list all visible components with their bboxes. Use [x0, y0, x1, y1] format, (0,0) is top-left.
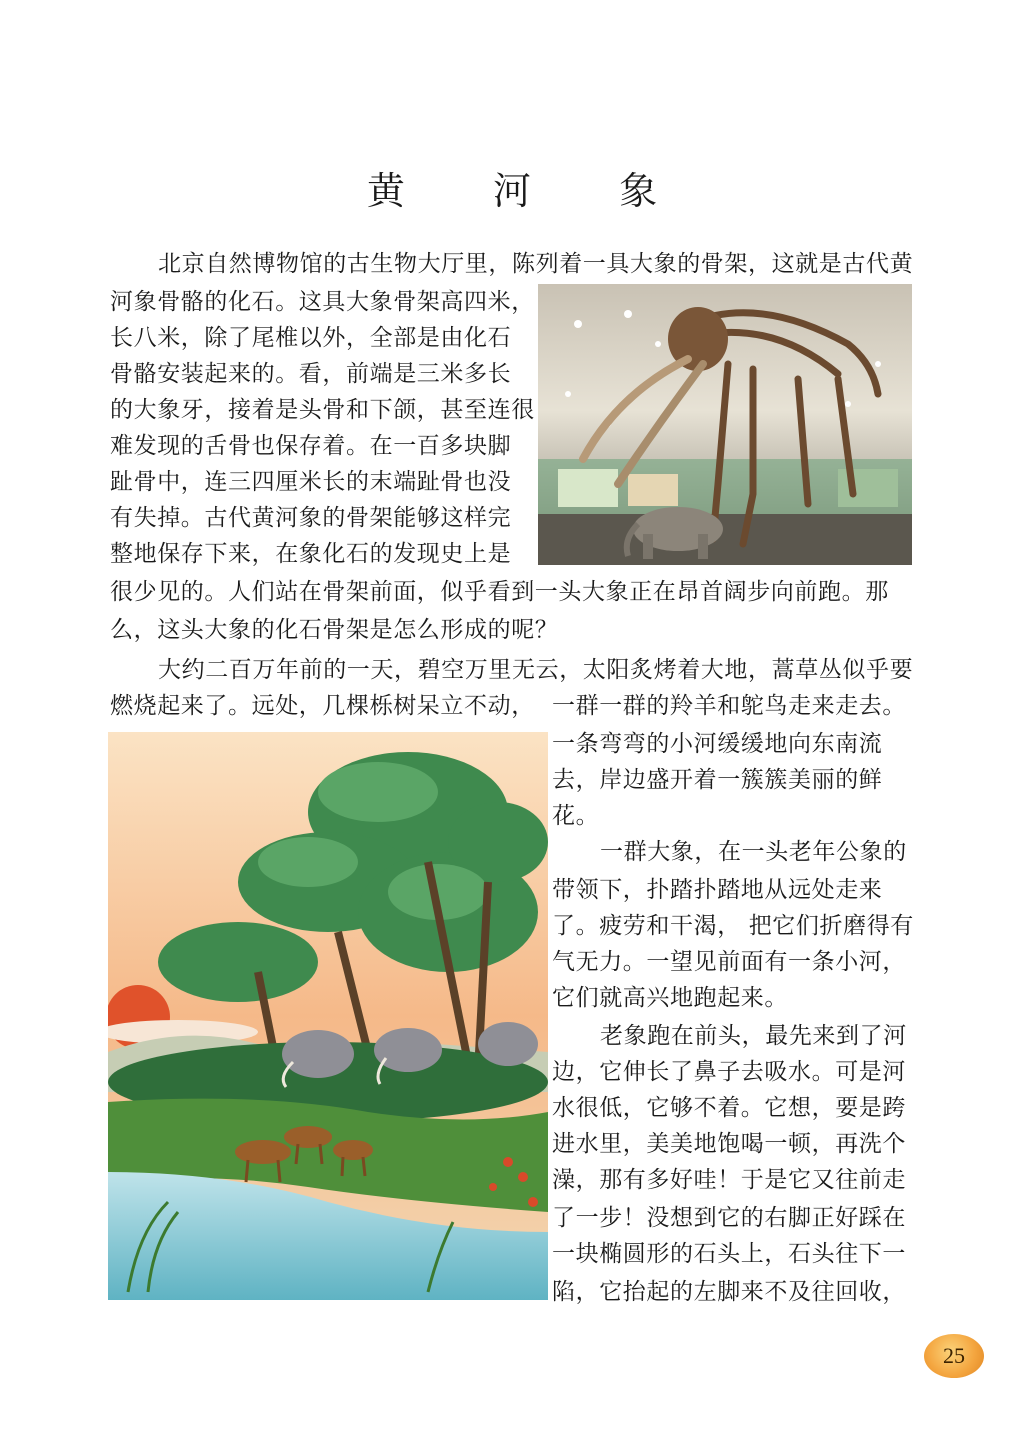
para3-line: 一群大象，在一头老年公象的: [600, 839, 907, 865]
para1-wrap-line: 河象骨骼的化石。这具大象骨架高四米，: [110, 289, 535, 315]
para1-wrap-line: 有失掉。古代黄河象的骨架能够这样完: [110, 505, 512, 531]
para2-right-line: 一条弯弯的小河缓缓地向东南流: [552, 731, 883, 757]
para4-line: 老象跑在前头，最先来到了河: [600, 1023, 907, 1049]
para1-wrap-line: 长八米，除了尾椎以外，全部是由化石: [110, 325, 512, 351]
para3-line: 气无力。一望见前面有一条小河，: [552, 949, 906, 975]
para4-line: 边，它伸长了鼻子去吸水。可是河: [552, 1059, 906, 1085]
para1-wrap-line: 的大象牙，接着是头骨和下颌，甚至连很: [110, 397, 535, 423]
para2-line2-left: 燃烧起来了。远处，几棵栎树呆立不动，: [110, 693, 535, 719]
para4-line: 陷，它抬起的左脚来不及往回收，: [552, 1279, 906, 1305]
para3-line: 它们就高兴地跑起来。: [552, 985, 788, 1011]
para2-right-line: 花。: [552, 803, 600, 829]
para1-wrap-line: 趾骨中，连三四厘米长的末端趾骨也没: [110, 469, 512, 495]
para4-line: 水很低，它够不着。它想，要是跨: [552, 1095, 906, 1121]
para3-line: 了。疲劳和干渴， 把它们折磨得有: [552, 913, 914, 939]
para4-line: 进水里，美美地饱喝一顿，再洗个: [552, 1131, 906, 1157]
para4-line: 一块椭圆形的石头上，石头往下一: [552, 1241, 906, 1267]
para4-line: 澡，那有多好哇！于是它又往前走: [552, 1167, 906, 1193]
para1-line-full: 么，这头大象的化石骨架是怎么形成的呢？: [110, 617, 559, 643]
page-title: 黄 河 象: [366, 169, 696, 213]
para1-line-full: 很少见的。人们站在骨架前面，似乎看到一头大象正在昂首阔步向前跑。那: [110, 579, 889, 605]
para3-line: 带领下，扑踏扑踏地从远处走来: [552, 877, 883, 903]
para1-wrap-line: 整地保存下来，在象化石的发现史上是: [110, 541, 512, 567]
para2-right-line: 去，岸边盛开着一簇簇美丽的鲜: [552, 767, 883, 793]
elephant-herd-illustration: [108, 732, 548, 1300]
para4-line: 了一步！没想到它的右脚正好踩在: [552, 1205, 906, 1231]
page-number-badge: 25: [924, 1334, 984, 1378]
para1-line1: 北京自然博物馆的古生物大厅里，陈列着一具大象的骨架，这就是古代黄: [158, 251, 914, 277]
para2-line2-right: 一群一群的羚羊和鸵鸟走来走去。: [552, 693, 906, 719]
para1-wrap-line: 骨骼安装起来的。看，前端是三米多长: [110, 361, 512, 387]
para2-line1: 大约二百万年前的一天，碧空万里无云，太阳炙烤着大地，蒿草丛似乎要: [158, 657, 914, 683]
elephant-skeleton-photo: [538, 284, 912, 565]
para1-wrap-line: 难发现的舌骨也保存着。在一百多块脚: [110, 433, 512, 459]
